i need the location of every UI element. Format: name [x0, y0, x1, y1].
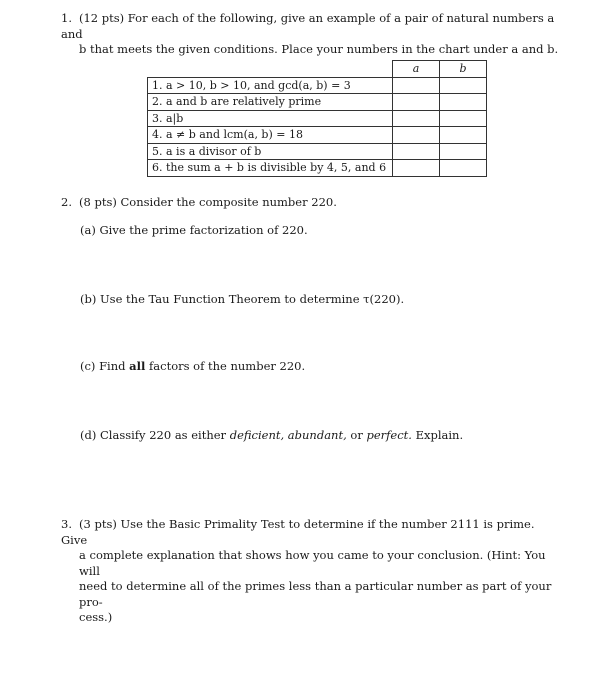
answer-a-cell[interactable]	[393, 127, 440, 144]
question-1-line-2: b that meets the given conditions. Place your numbers in the chart under a and b.	[79, 42, 559, 56]
question-3-line-2: a complete explanation that shows how you came to your conclusion. (Hint: You will	[79, 548, 546, 578]
chart-header-blank	[148, 61, 393, 78]
answer-b-cell[interactable]	[440, 127, 487, 144]
answer-b-cell[interactable]	[440, 160, 487, 177]
chart-header-row	[148, 61, 487, 78]
question-2d-mid: or	[350, 428, 363, 442]
chart-header-b: b	[440, 61, 487, 78]
question-2c	[80, 359, 305, 373]
question-1	[61, 11, 561, 58]
question-2-number: 2.	[61, 195, 72, 209]
answer-a-cell[interactable]	[393, 143, 440, 160]
question-2d-italic-2: perfect.	[366, 428, 412, 442]
question-2d-italic-1: deficient, abundant,	[229, 428, 347, 442]
question-2	[61, 195, 561, 211]
chart-header-a: a	[393, 61, 440, 78]
answer-b-cell[interactable]	[440, 94, 487, 111]
question-2c-post: factors of the number 220.	[149, 359, 306, 373]
question-3-line-3: need to determine all of the primes less than a particular number as part of your pro-	[79, 579, 552, 609]
question-2d-pre: (d) Classify 220 as either	[80, 428, 227, 442]
question-2-text: (8 pts) Consider the composite number 220.	[79, 195, 337, 209]
question-2c-bold: all	[129, 359, 146, 373]
question-3-text-1: (3 pts) Use the Basic Primality Test to determine if the number 2111 is prime. Give	[61, 517, 535, 547]
condition-cell: 3. a|b	[148, 110, 393, 127]
question-3-line-1	[61, 517, 561, 548]
answer-b-cell[interactable]	[440, 77, 487, 94]
question-2d-post: Explain.	[415, 428, 464, 442]
condition-cell: 5. a is a divisor of b	[148, 143, 393, 160]
condition-cell: 4. a ≠ b and lcm(a, b) = 18	[148, 127, 393, 144]
answer-a-cell[interactable]	[393, 160, 440, 177]
question-2c-pre: (c) Find	[80, 359, 126, 373]
question-2d	[80, 428, 463, 442]
answer-b-cell[interactable]	[440, 110, 487, 127]
question-3-line-4: cess.)	[79, 610, 113, 624]
question-1-line-1	[61, 11, 561, 42]
question-2b: (b) Use the Tau Function Theorem to determine τ(220).	[80, 292, 405, 306]
question-1-number: 1.	[61, 11, 72, 25]
answer-a-cell[interactable]	[393, 110, 440, 127]
condition-cell: 1. a > 10, b > 10, and gcd(a, b) = 3	[148, 77, 393, 94]
table-row	[148, 143, 487, 160]
question-3-number: 3.	[61, 517, 72, 531]
question-2a: (a) Give the prime factorization of 220.	[80, 223, 308, 237]
answer-a-cell[interactable]	[393, 77, 440, 94]
question-1-text-1: (12 pts) For each of the following, give an example of a pair of natural numbers a and	[61, 11, 555, 41]
condition-cell: 6. the sum a + b is divisible by 4, 5, and 6	[148, 160, 393, 177]
table-row	[148, 160, 487, 177]
question-3	[61, 517, 561, 626]
condition-cell: 2. a and b are relatively prime	[148, 94, 393, 111]
table-row	[148, 77, 487, 94]
table-row	[148, 110, 487, 127]
table-row	[148, 127, 487, 144]
table-row	[148, 94, 487, 111]
answer-a-cell[interactable]	[393, 94, 440, 111]
answer-b-cell[interactable]	[440, 143, 487, 160]
answer-chart	[147, 60, 487, 177]
